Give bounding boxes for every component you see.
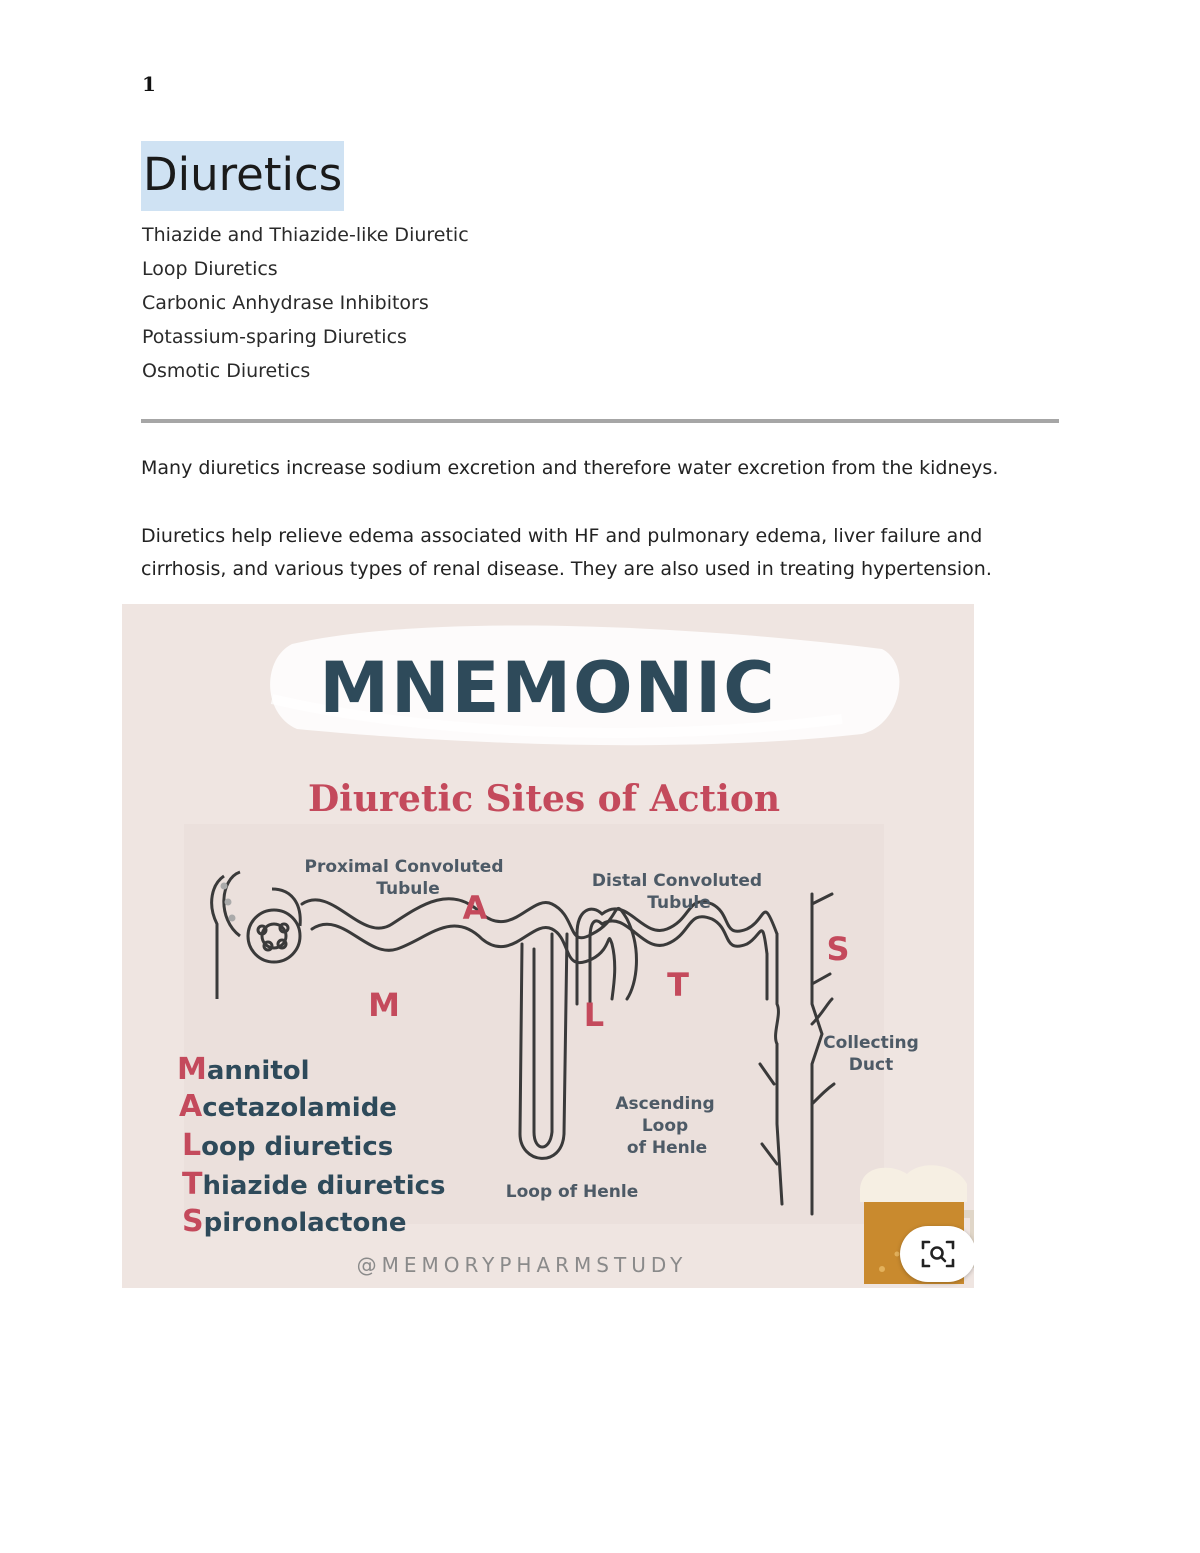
site-letter-l: L xyxy=(583,996,605,1034)
section-divider xyxy=(141,419,1059,423)
pct-label: Tubule xyxy=(376,879,440,899)
sites-of-action-heading: Diuretic Sites of Action xyxy=(307,778,781,820)
legend-item-loop-diuretics: Loop diuretics xyxy=(182,1128,394,1163)
page-number: 1 xyxy=(142,72,156,96)
document-title: Diuretics xyxy=(141,141,344,211)
loop-of-henle-label: Loop of Henle xyxy=(505,1182,639,1202)
topic-item: Carbonic Anhydrase Inhibitors xyxy=(142,292,429,314)
legend-item-thiazide-diuretics: Thiazide diuretics xyxy=(182,1167,446,1202)
paragraph-sodium-excretion: Many diuretics increase sodium excretion and therefore water excretion from the kidneys. xyxy=(141,457,999,479)
credit-handle: @MEMORYPHARMSTUDY xyxy=(356,1253,688,1277)
legend-item-spironolactone: Spironolactone xyxy=(182,1204,407,1239)
topic-item: Loop Diuretics xyxy=(142,258,278,280)
ascending-loop-label: of Henle xyxy=(626,1138,708,1158)
legend-item-mannitol: Mannitol xyxy=(177,1052,310,1087)
mnemonic-heading: MNEMONIC xyxy=(319,647,777,729)
topic-list xyxy=(142,218,469,388)
image-search-icon xyxy=(921,1239,955,1269)
dct-label: Distal Convoluted xyxy=(591,871,763,891)
mnemonic-figure xyxy=(122,604,974,1288)
site-letter-m: M xyxy=(368,986,400,1024)
pct-label: Proximal Convoluted xyxy=(304,857,504,877)
paragraph-edema-uses: Diuretics help relieve edema associated with HF and pulmonary edema, liver failure and cirrhosis, and various types of renal disease. They are also used in treating hypertension. xyxy=(141,525,992,580)
site-letter-a: A xyxy=(462,889,488,927)
mnemonic-image[interactable] xyxy=(122,604,974,1288)
topic-item: Osmotic Diuretics xyxy=(142,360,311,382)
collecting-duct-label: Collecting xyxy=(823,1033,919,1053)
ascending-loop-label: Ascending xyxy=(615,1094,715,1114)
topic-item: Thiazide and Thiazide-like Diuretic xyxy=(142,224,469,246)
legend-item-acetazolamide: Acetazolamide xyxy=(179,1089,397,1124)
topic-item: Potassium-sparing Diuretics xyxy=(142,326,407,348)
site-letter-s: S xyxy=(826,930,850,968)
ascending-loop-label: Loop xyxy=(641,1116,689,1136)
dct-label: Tubule xyxy=(647,893,711,913)
image-search-button[interactable] xyxy=(900,1226,974,1282)
site-letter-t: T xyxy=(667,966,689,1004)
collecting-duct-label: Duct xyxy=(848,1055,894,1075)
